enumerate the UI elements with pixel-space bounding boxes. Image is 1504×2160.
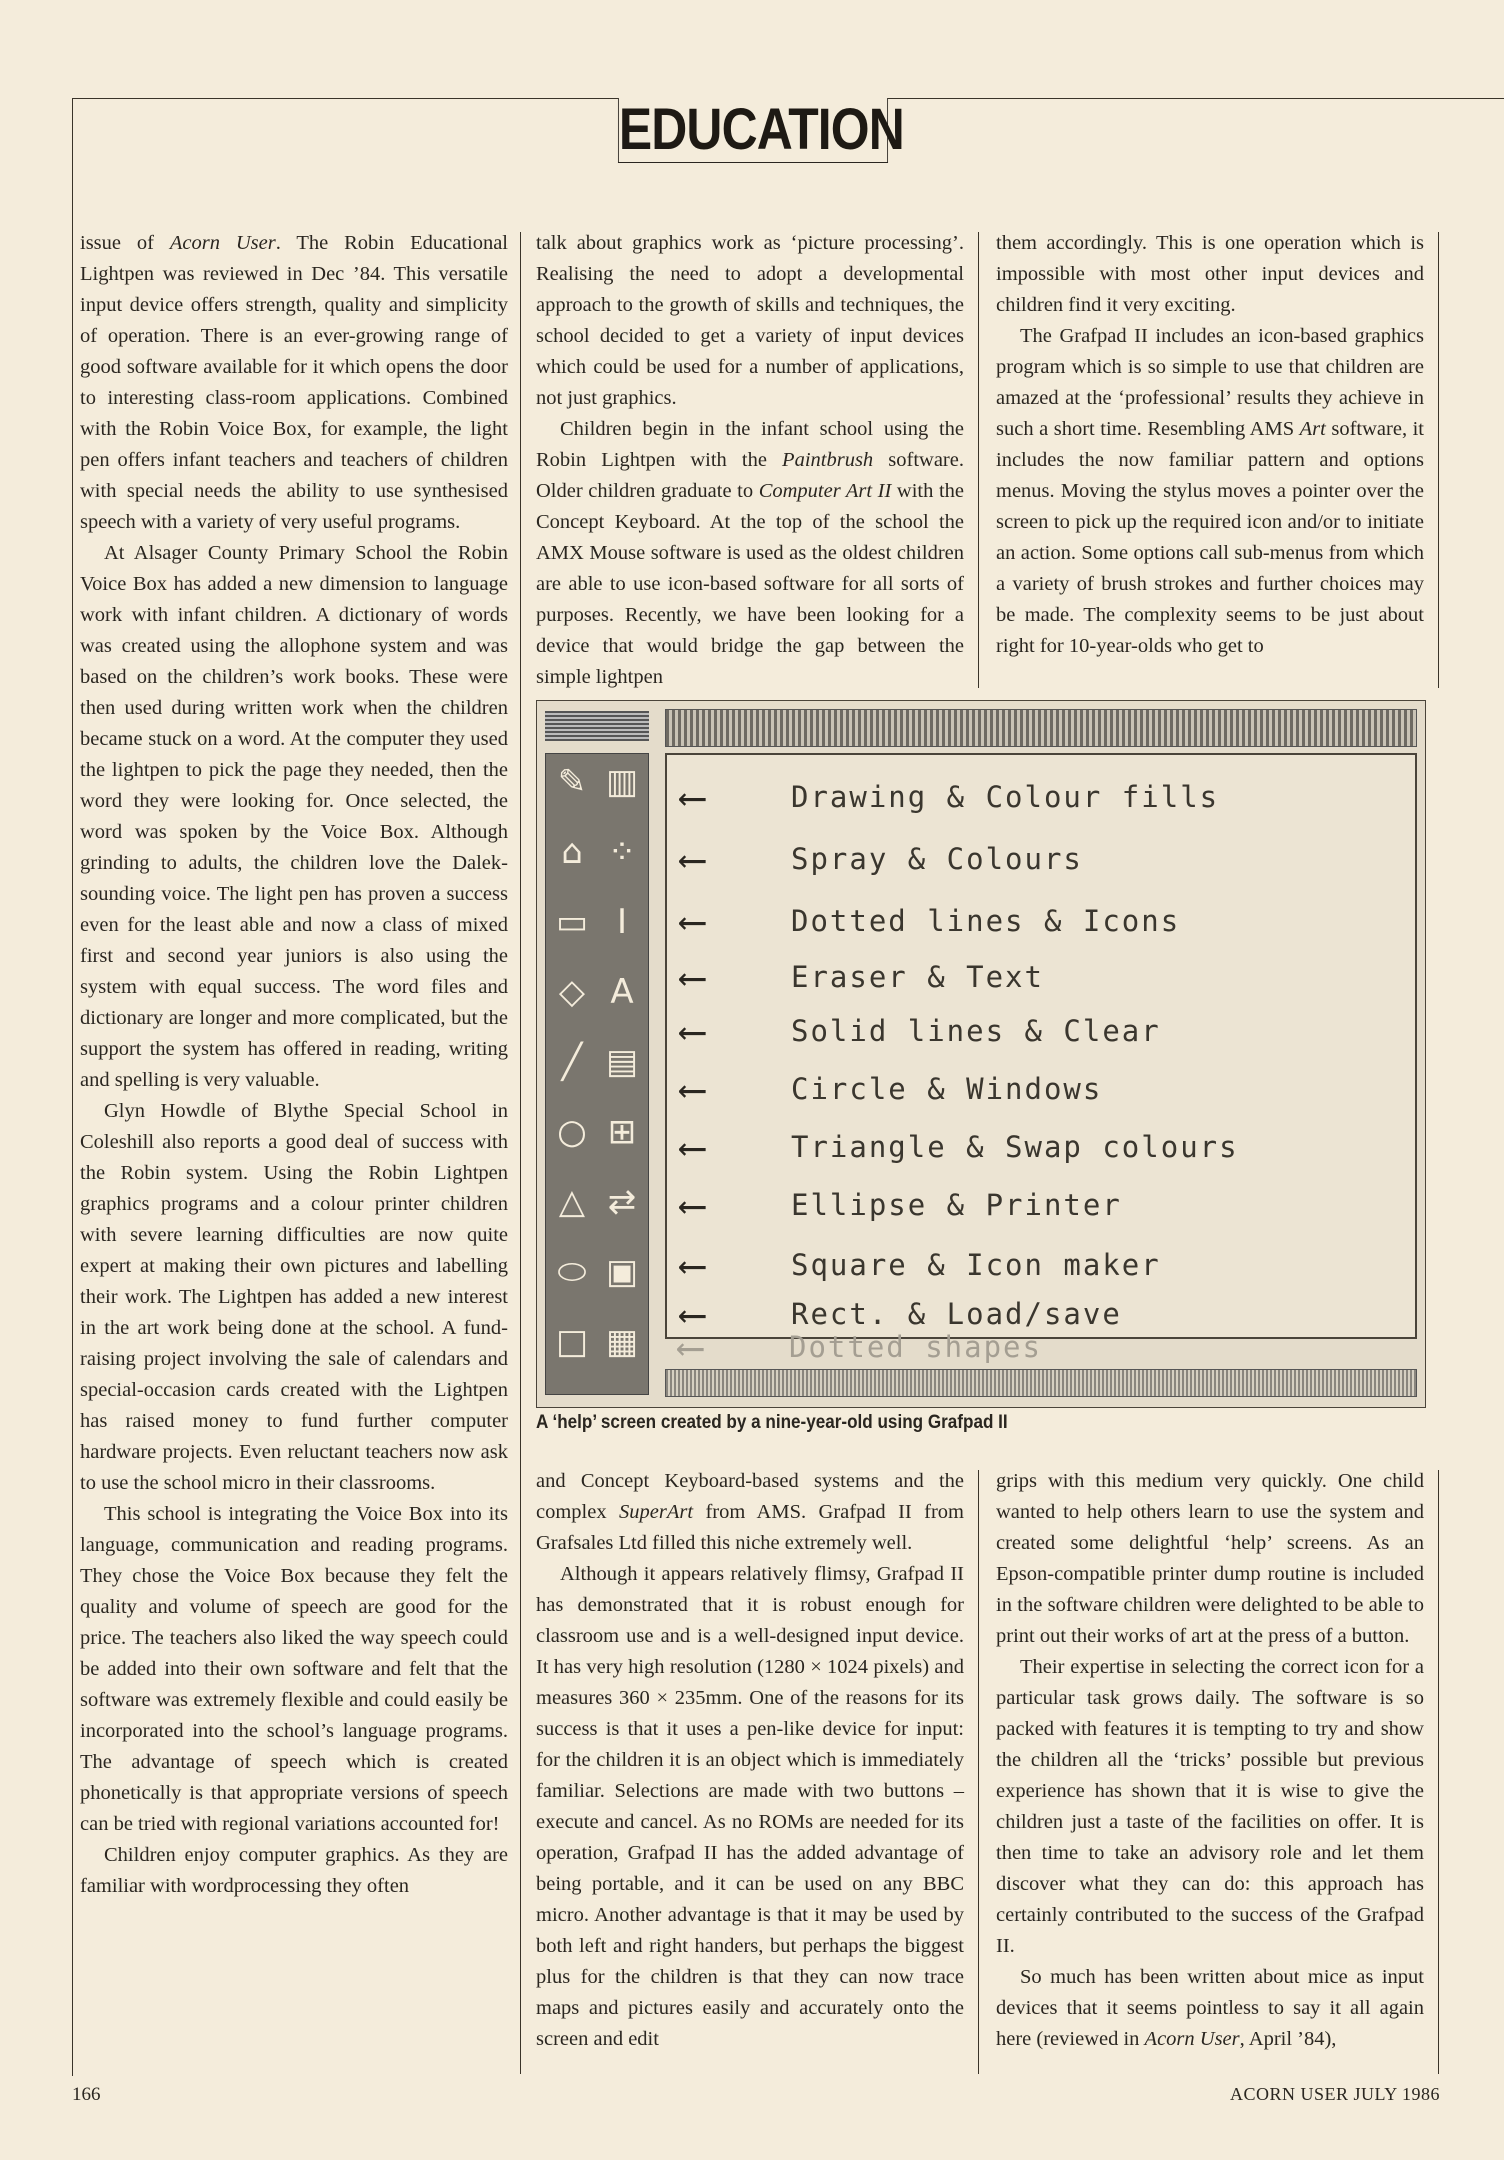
menu-item: ⟵ Drawing & Colour fills [681, 775, 1220, 819]
arrow-left-icon: ⟵ [681, 1243, 706, 1287]
column-rule [1438, 232, 1439, 688]
paragraph: them accordingly. This is one operation which is impossible with most other input devices and children find it very exciting. [996, 232, 1424, 316]
menu-item: ⟵ Square & Icon maker [681, 1243, 1161, 1287]
arrow-left-icon: ⟵ [681, 1009, 706, 1053]
status-bar [665, 1369, 1417, 1397]
bin-icon: A [610, 972, 634, 1012]
arrow-left-icon: ⟵ [681, 775, 706, 819]
page-number: 166 [72, 2084, 101, 2105]
arrow-left-icon: ⟵ [681, 1183, 706, 1227]
frame-left-rule [72, 98, 73, 2076]
spray-icon: ⌂ [561, 832, 583, 872]
icon-strip [545, 753, 649, 1395]
menu-item: ⟵ Eraser & Text [681, 955, 1044, 999]
figure-caption: A ‘help’ screen created by a nine-year-old using Grafpad II [536, 1412, 1008, 1433]
text-icon: ⁘ [607, 832, 637, 872]
column-3-bottom [996, 1466, 1424, 2070]
eraser-icon: ▭ [555, 902, 589, 942]
arrow-left-icon: ⟵ [681, 899, 706, 943]
window-icon: ▤ [605, 1042, 639, 1082]
menu-item: ⟵ Spray & Colours [681, 837, 1083, 881]
column-rule [1438, 1470, 1439, 2074]
ellipse-icon: △ [558, 1182, 586, 1222]
arrow-left-icon: ⟵ [681, 1292, 706, 1336]
pencil-icon: ✎ [557, 762, 587, 802]
section-title: EDUCATION [618, 97, 904, 162]
menu-item: ⟵ Ellipse & Printer [681, 1183, 1122, 1227]
toolbar-label-block [545, 711, 649, 741]
printer-icon: ⇄ [607, 1182, 637, 1222]
menu-item: ⟵ Circle & Windows [681, 1067, 1103, 1111]
paragraph: Children begin in the infant school using the Robin Lightpen with the Paintbrush software. Older children graduate to Computer Art II with the Concept Keyboard. At the top of the school the AMX Mouse software is used as the oldest children are able to use icon-based software for all sorts of purposes. Recently, we have been looking for a device that would bridge the gap between the simple lightpen [536, 418, 964, 688]
triangle-icon: ○ [557, 1112, 587, 1152]
arrow-left-icon: ⟵ [681, 1125, 706, 1169]
arrow-left-icon: ⟵ [681, 1067, 706, 1111]
column-1 [80, 228, 508, 2070]
paragraph: Although it appears relatively flimsy, Grafpad II has demonstrated that it is robust enough for classroom use and is a well-designed input device. It has very high resolution (1280 × 1024 pixels) and measures 360 × 235mm. One of the reasons for its success is that it uses a pen-like device for input: for the children it is an object which is immediately familiar. Selections are made with two buttons – execute and cancel. As no ROMs are needed for its operation, Grafpad II has the added advantage of being portable, and it can be used on any BBC micro. Another advantage is that it may be used by both left and right handers, but perhaps the biggest plus for the children is that they can now trace maps and pictures easily and accurately onto the screen and edit [536, 1563, 964, 2050]
arrow-left-icon: ⟵ [681, 837, 706, 881]
column-3-top [996, 228, 1424, 698]
menu-item-faint: ⟵ Dotted shapes [679, 1325, 1042, 1369]
column-2-bottom [536, 1466, 964, 2070]
paragraph: Children enjoy computer graphics. As they are familiar with wordprocessing they often [80, 1844, 508, 1897]
line-icon: ◇ [558, 972, 586, 1012]
swap-icon: ⊞ [607, 1112, 637, 1152]
letter-a-icon: I [616, 902, 628, 942]
publication-footer: ACORN USER JULY 1986 [1230, 2084, 1441, 2104]
arrow-left-icon: ⟵ [681, 955, 706, 999]
disk-icon: ▦ [605, 1322, 639, 1362]
column-rule [978, 232, 979, 688]
help-screen-figure [536, 700, 1426, 1408]
paragraph: At Alsager County Primary School the Robin Voice Box has added a new dimension to language work with infant children. A dictionary of words was created using the allophone system and was based on the children’s work books. These were then used during written work when the children became stuck on a word. At the computer they used the lightpen to pick the page they needed, then the word they were looking for. Once selected, the word was spoken by the Voice Box. Although grinding to adults, the children love the Dalek-sounding voice. The light pen has proven a success even for the least able and now a class of mixed first and second year juniors is also using the system with equal success. The word files and dictionary are longer and more complicated, but the support the system has offered in reading, writing and spelling is very valuable. [80, 542, 508, 1091]
column-2-top [536, 228, 964, 698]
arrow-left-icon: ⟵ [679, 1325, 704, 1369]
menu-item: ⟵ Rect. & Load/save [681, 1292, 1122, 1336]
square-icon: ⬭ [557, 1252, 587, 1292]
brush-icon: ▥ [605, 762, 639, 802]
pattern-toolbar [665, 709, 1417, 747]
paragraph: talk about graphics work as ‘picture processing’. Realising the need to adopt a developmental approach to the growth of skills and techniques, the school decided to get a variety of input devices which could be used for a number of applications, not just graphics. [536, 232, 964, 409]
paragraph: grips with this medium very quickly. One child wanted to help others learn to use the system and created some delightful ‘help’ screens. As an Epson-compatible printer dump routine is included in the software children were delighted to be able to print out their works of art at the press of a button. [996, 1470, 1424, 1647]
paragraph: Their expertise in selecting the correct icon for a particular task grows daily. The software is so packed with features it is tempting to try and show the children all the ‘tricks’ possible but previous experience has shown that it is wise to give the children just a taste of the facilities on offer. It is then time to take an advisory role and let them discover what they can do: this approach has certainly contributed to the success of the Grafpad II. [996, 1656, 1424, 1957]
menu-item: ⟵ Triangle & Swap colours [681, 1125, 1239, 1169]
paragraph: This school is integrating the Voice Box into its language, communication and reading programs. They chose the Voice Box because they felt the quality and volume of speech are good for the price. The teachers also liked the way speech could be added into their own software and felt that the software was extremely flexible and could easily be incorporated into the school’s language programs. The advantage of speech which is created phonetically is that appropriate versions of speech can be tried with regional variations accounted for! [80, 1503, 508, 1835]
column-rule [520, 232, 521, 2074]
paragraph: The Grafpad II includes an icon-based graphics program which is so simple to use that children are amazed at the ‘professional’ results they achieve in such a short time. Resembling AMS Art software, it includes the now familiar pattern and options menus. Moving the stylus moves a pointer over the screen to pick up the required icon and/or to initiate an action. Some options call sub-menus from which a variety of brush strokes and further choices may be made. The complexity seems to be just about right for 10-year-olds who get to [996, 325, 1424, 657]
paragraph: issue of Acorn User. The Robin Educational Lightpen was reviewed in Dec ’84. This versatile input device offers strength, quality and simplicity of operation. There is an ever-growing range of good software available for it which opens the door to interesting class-room applications. Combined with the Robin Voice Box, for example, the light pen offers infant teachers and teachers of children with special needs the ability to use synthesised speech with a variety of very useful programs. [80, 232, 508, 533]
column-rule [978, 1470, 979, 2074]
paragraph: Glyn Howdle of Blythe Special School in Coleshill also reports a good deal of success with the Robin system. Using the Robin Lightpen graphics programs and a colour printer children with severe learning difficulties are now quite expert at making their own pictures and labelling their work. The Lightpen has added a new interest in the art work being done at the school. A fund-raising project involving the sale of calendars and special-occasion cards created with the Lightpen has raised money to fund further computer hardware projects. Even reluctant teachers now ask to use the school micro in their classrooms. [80, 1100, 508, 1494]
icon-maker-icon: ▣ [605, 1252, 639, 1292]
menu-item: ⟵ Dotted lines & Icons [681, 899, 1181, 943]
paragraph: and Concept Keyboard-based systems and the complex SuperArt from AMS. Grafpad II from Grafsales Ltd filled this niche extremely well. [536, 1470, 964, 1554]
paragraph: So much has been written about mice as input devices that it seems pointless to say it all again here (reviewed in Acorn User, April ’84), [996, 1966, 1424, 2050]
circle-icon: ╱ [561, 1042, 583, 1082]
help-menu-box [665, 753, 1417, 1339]
menu-item: ⟵ Solid lines & Clear [681, 1009, 1161, 1053]
rectangle-icon: □ [555, 1322, 589, 1362]
